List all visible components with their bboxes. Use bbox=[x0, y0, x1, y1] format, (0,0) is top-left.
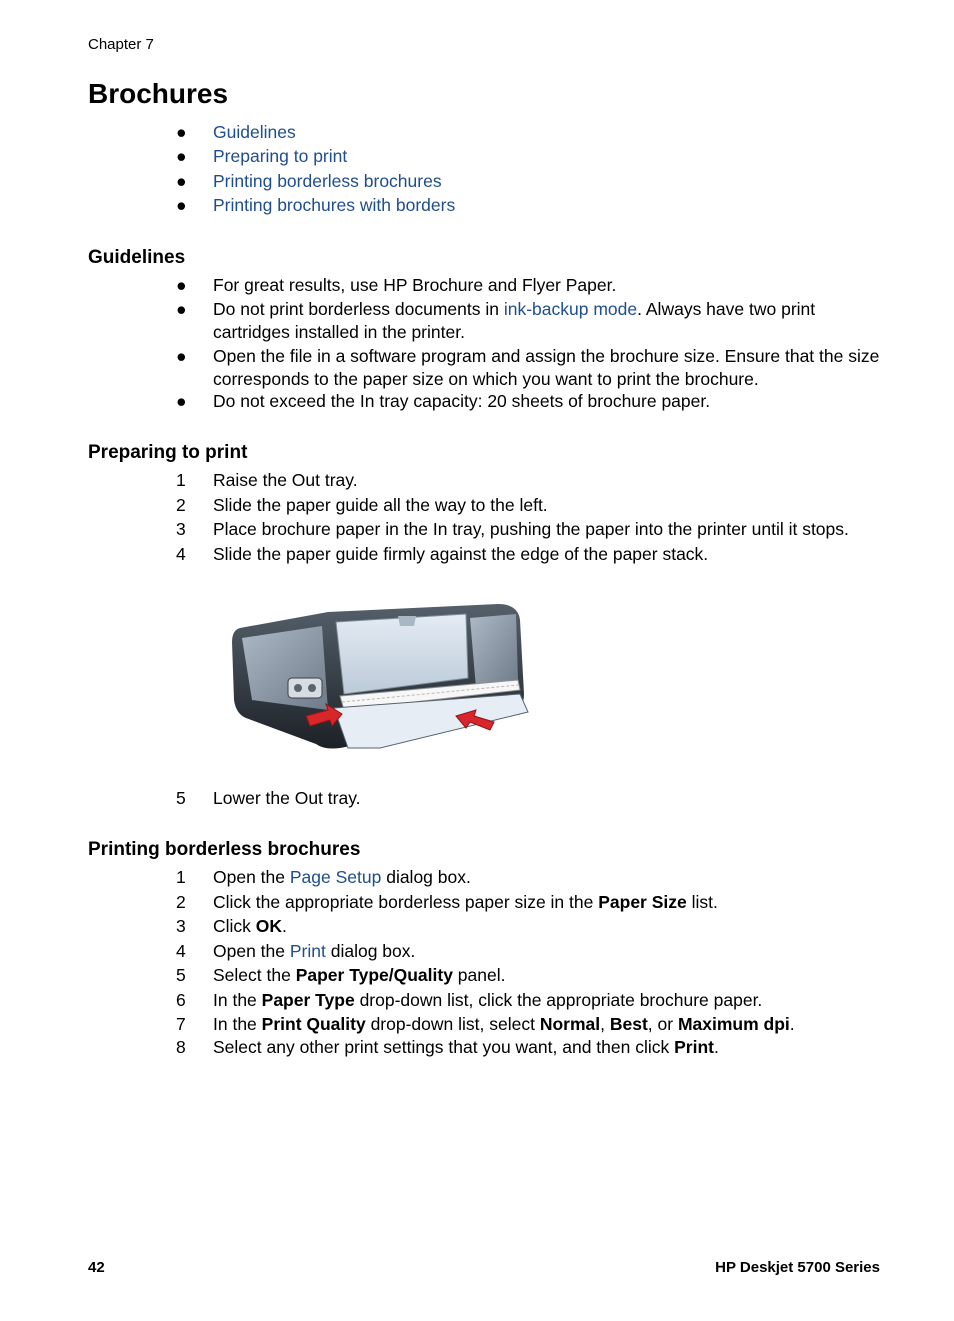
bullet: ● bbox=[176, 346, 187, 366]
bullet: ● bbox=[176, 275, 187, 295]
step-text: Click the appropriate borderless paper size in the Paper Size list. bbox=[213, 892, 718, 912]
toc-link-printing-brochures-with-borders[interactable]: Printing brochures with borders bbox=[213, 195, 456, 215]
step-number: 3 bbox=[176, 916, 186, 936]
step-number: 1 bbox=[176, 867, 186, 887]
step-text: Slide the paper guide all the way to the left. bbox=[213, 495, 548, 515]
step-text: Slide the paper guide firmly against the edge of the paper stack. bbox=[213, 544, 709, 564]
section-heading-printing-borderless-brochures: Printing borderless brochures bbox=[88, 839, 361, 860]
toc-link-preparing-to-print[interactable]: Preparing to print bbox=[213, 146, 348, 166]
step-number: 6 bbox=[176, 990, 186, 1010]
list-item-text: Open the file in a software program and assign the brochure size. Ensure that the size corresponds to the paper size on which you want to print the brochure. bbox=[213, 346, 880, 389]
step-number: 8 bbox=[176, 1037, 186, 1057]
section-heading-guidelines: Guidelines bbox=[88, 247, 186, 268]
step-text: In the Paper Type drop-down list, click the appropriate brochure paper. bbox=[213, 990, 763, 1010]
chapter-label: Chapter 7 bbox=[88, 36, 154, 53]
print-link[interactable]: Print bbox=[289, 941, 326, 961]
step-text: In the Print Quality drop-down list, select Normal, Best, or Maximum dpi. bbox=[213, 1014, 795, 1034]
page-number: 42 bbox=[88, 1259, 105, 1276]
step-text: Open the Page Setup dialog box. bbox=[213, 867, 471, 887]
toc-link-guidelines[interactable]: Guidelines bbox=[213, 122, 296, 142]
bullet: ● bbox=[176, 391, 187, 411]
step-text: Click OK. bbox=[213, 916, 287, 936]
bullet: ● bbox=[176, 146, 187, 166]
step-number: 7 bbox=[176, 1014, 186, 1034]
ink-backup-mode-link[interactable]: ink-backup mode bbox=[503, 299, 638, 319]
step-text: Select any other print settings that you want, and then click Print. bbox=[213, 1037, 719, 1057]
list-item-text: Do not print borderless documents in ink-backup mode. Always have two print cartridges installed in the printer. bbox=[213, 299, 816, 342]
page-setup-link[interactable]: Page Setup bbox=[289, 867, 382, 887]
step-text: Open the Print dialog box. bbox=[213, 941, 416, 961]
step-text: Place brochure paper in the In tray, pushing the paper into the printer until it stops. bbox=[213, 519, 849, 539]
step-number: 1 bbox=[176, 470, 186, 490]
step-text: Raise the Out tray. bbox=[213, 470, 358, 490]
page-title: Brochures bbox=[88, 78, 229, 109]
section-heading-preparing-to-print: Preparing to print bbox=[88, 442, 248, 463]
step-number: 4 bbox=[176, 544, 186, 564]
step-number: 5 bbox=[176, 788, 186, 808]
bullet: ● bbox=[176, 122, 187, 142]
list-item-text: Do not exceed the In tray capacity: 20 sheets of brochure paper. bbox=[213, 391, 711, 411]
step-text: Select the Paper Type/Quality panel. bbox=[213, 965, 506, 985]
step-number: 4 bbox=[176, 941, 186, 961]
toc-link-printing-borderless-brochures[interactable]: Printing borderless brochures bbox=[213, 171, 442, 191]
bullet: ● bbox=[176, 299, 187, 319]
step-number: 3 bbox=[176, 519, 186, 539]
step-number: 2 bbox=[176, 892, 186, 912]
bullet: ● bbox=[176, 195, 187, 215]
step-text: Lower the Out tray. bbox=[213, 788, 361, 808]
printer-illustration bbox=[228, 598, 532, 754]
product-name: HP Deskjet 5700 Series bbox=[715, 1259, 880, 1276]
bullet: ● bbox=[176, 171, 187, 191]
list-item-text: For great results, use HP Brochure and Flyer Paper. bbox=[213, 275, 617, 295]
step-number: 5 bbox=[176, 965, 186, 985]
step-number: 2 bbox=[176, 495, 186, 515]
